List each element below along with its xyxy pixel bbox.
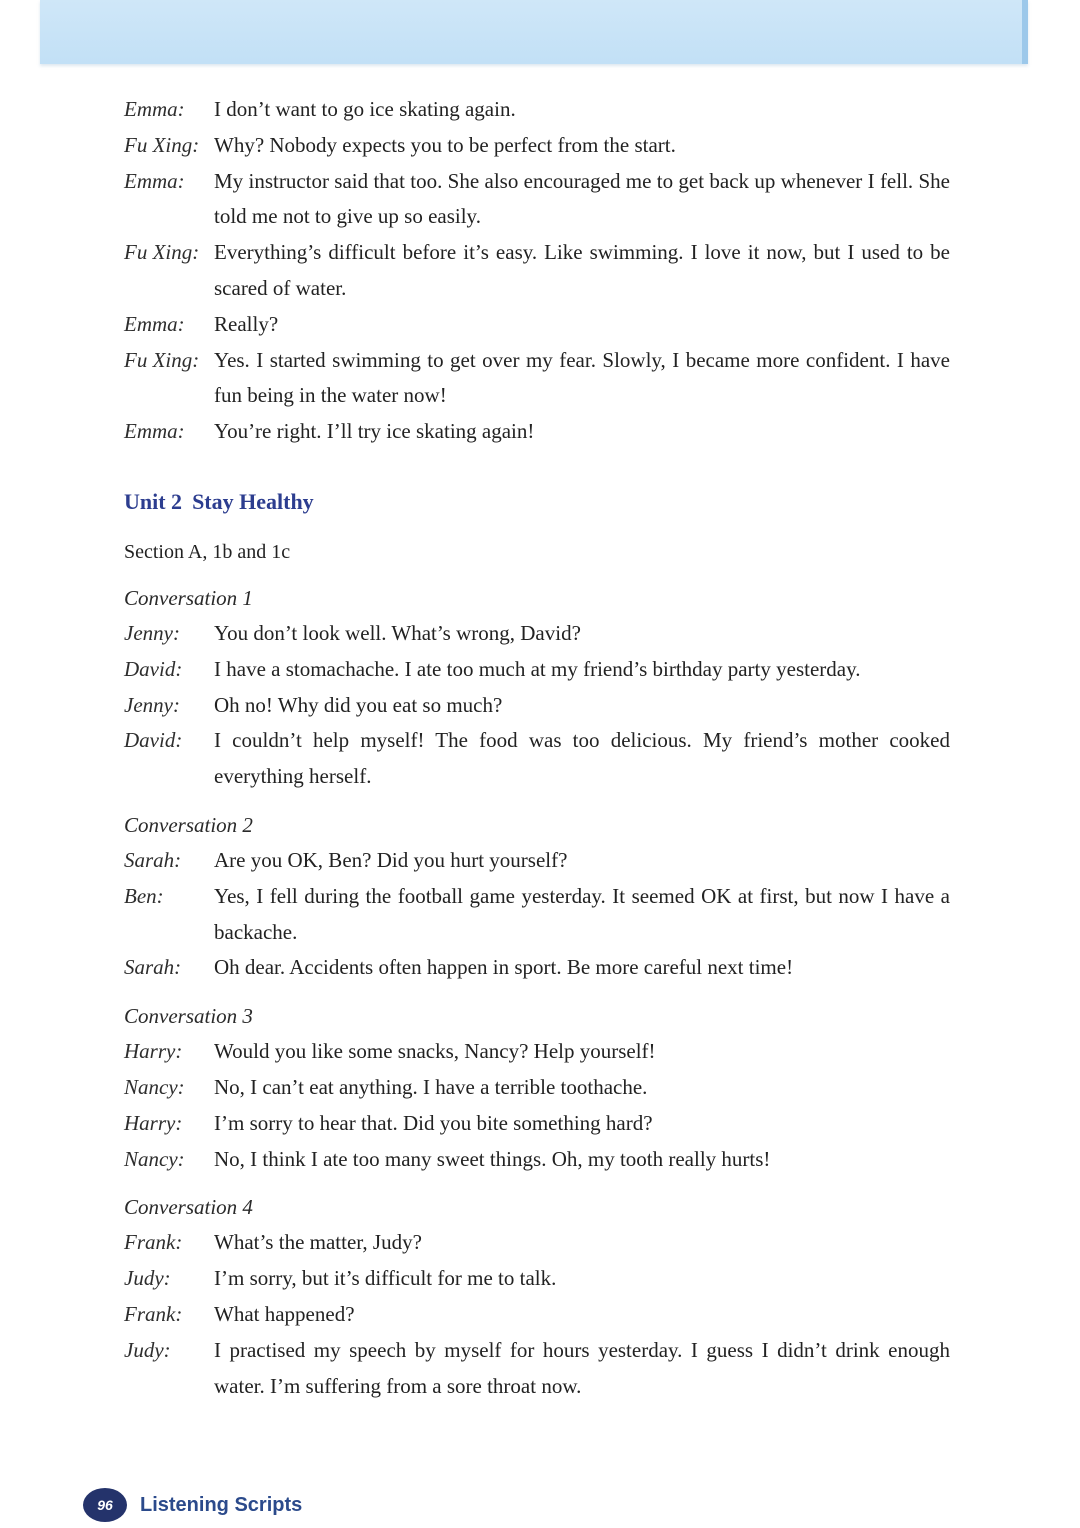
dialogue-text: Yes, I fell during the football game yesterday. It seemed OK at first, but now I have a backache.: [214, 883, 950, 944]
dialogue-text: I’m sorry to hear that. Did you bite something hard?: [214, 1110, 653, 1135]
speaker-name: Emma:: [124, 419, 185, 444]
dialogue-text: I’m sorry, but it’s difficult for me to talk.: [214, 1266, 557, 1291]
speaker-name: Ben:: [124, 883, 164, 908]
speaker-name: Emma:: [124, 311, 185, 336]
speaker-name: Emma:: [124, 168, 185, 193]
page-content: [124, 92, 950, 1404]
dialogue-line: [124, 235, 950, 307]
dialogue-text: My instructor said that too. She also encouraged me to get back up whenever I fell. She told me not to give up so easily.: [214, 168, 950, 229]
speaker-name: Sarah:: [124, 847, 182, 872]
dialogue-line: [124, 950, 950, 986]
unit-number: Unit 2: [124, 488, 183, 514]
speaker-name: Harry:: [124, 1039, 183, 1064]
conversation-block: [124, 998, 950, 1177]
speaker-name: Judy:: [124, 1266, 171, 1291]
dialogue-line: [124, 128, 950, 164]
section-label: Section A, 1b and 1c: [124, 540, 291, 563]
conversation-block: [124, 807, 950, 986]
conversation-block: [124, 580, 950, 795]
unit-title: Stay Healthy: [192, 488, 314, 514]
dialogue-line: [124, 164, 950, 236]
speaker-name: Fu Xing:: [124, 240, 200, 265]
dialogue-text: No, I think I ate too many sweet things. Oh, my tooth really hurts!: [214, 1146, 771, 1171]
dialogue-line: [124, 1261, 950, 1297]
dialogue-text: I practised my speech by myself for hours yesterday. I guess I didn’t drink enough water. I’m suffering from a sore throat now.: [214, 1337, 950, 1398]
dialogue-line: [124, 616, 950, 652]
dialogue-text: What’s the matter, Judy?: [214, 1230, 422, 1255]
dialogue-text: Are you OK, Ben? Did you hurt yourself?: [214, 847, 568, 872]
dialogue-text: Oh no! Why did you eat so much?: [214, 692, 503, 717]
unit-heading: [124, 484, 950, 520]
speaker-name: Fu Xing:: [124, 347, 200, 372]
intro-dialogue: [124, 92, 950, 450]
speaker-name: Fu Xing:: [124, 132, 200, 157]
dialogue-line: [124, 879, 950, 951]
dialogue-line: [124, 343, 950, 415]
dialogue-text: Would you like some snacks, Nancy? Help yourself!: [214, 1039, 656, 1064]
dialogue-text: You’re right. I’ll try ice skating again!: [214, 419, 535, 444]
dialogue-line: [124, 1225, 950, 1261]
dialogue-line: [124, 92, 950, 128]
dialogue-line: [124, 652, 950, 688]
dialogue-line: [124, 1142, 950, 1178]
header-band: [40, 0, 1028, 64]
dialogue-line: [124, 1034, 950, 1070]
dialogue-text: I have a stomachache. I ate too much at my friend’s birthday party yesterday.: [214, 656, 861, 681]
speaker-name: Jenny:: [124, 620, 180, 645]
dialogue-text: Why? Nobody expects you to be perfect from the start.: [214, 132, 676, 157]
dialogue-line: [124, 1333, 950, 1405]
speaker-name: Jenny:: [124, 692, 180, 717]
speaker-name: Sarah:: [124, 955, 182, 980]
dialogue-text: Yes. I started swimming to get over my fear. Slowly, I became more confident. I have fun being in the water now!: [214, 347, 950, 408]
dialogue-text: I don’t want to go ice skating again.: [214, 97, 516, 121]
conversation-title: Conversation 2: [124, 812, 253, 837]
dialogue-text: No, I can’t eat anything. I have a terrible toothache.: [214, 1074, 648, 1099]
dialogue-line: [124, 414, 950, 450]
dialogue-text: Everything’s difficult before it’s easy. Like swimming. I love it now, but I used to be scared of water.: [214, 240, 950, 300]
dialogue-line: [124, 843, 950, 879]
speaker-name: Emma:: [124, 97, 185, 121]
speaker-name: Frank:: [124, 1301, 183, 1326]
dialogue-line: [124, 688, 950, 724]
dialogue-line: [124, 1070, 950, 1106]
dialogue-line: [124, 723, 950, 795]
dialogue-text: Really?: [214, 311, 279, 336]
conversation-title: Conversation 3: [124, 1004, 253, 1029]
dialogue-text: You don’t look well. What’s wrong, David?: [214, 620, 581, 645]
speaker-name: David:: [124, 656, 183, 681]
dialogue-text: What happened?: [214, 1301, 355, 1326]
conversation-title: Conversation 4: [124, 1195, 253, 1220]
page-number-badge: 96: [83, 1488, 127, 1522]
dialogue-text: Oh dear. Accidents often happen in sport. Be more careful next time!: [214, 955, 794, 980]
conversation-title: Conversation 1: [124, 585, 253, 610]
conversations: [124, 580, 950, 1404]
speaker-name: David:: [124, 728, 183, 753]
speaker-name: Judy:: [124, 1337, 171, 1362]
speaker-name: Nancy:: [124, 1074, 185, 1099]
speaker-name: Nancy:: [124, 1146, 185, 1171]
dialogue-line: [124, 1106, 950, 1142]
conversation-block: [124, 1189, 950, 1404]
footer-label: Listening Scripts: [140, 1494, 303, 1516]
dialogue-line: [124, 1297, 950, 1333]
dialogue-text: I couldn’t help myself! The food was too delicious. My friend’s mother cooked everything herself.: [214, 728, 950, 789]
speaker-name: Harry:: [124, 1110, 183, 1135]
speaker-name: Frank:: [124, 1230, 183, 1255]
dialogue-line: [124, 307, 950, 343]
